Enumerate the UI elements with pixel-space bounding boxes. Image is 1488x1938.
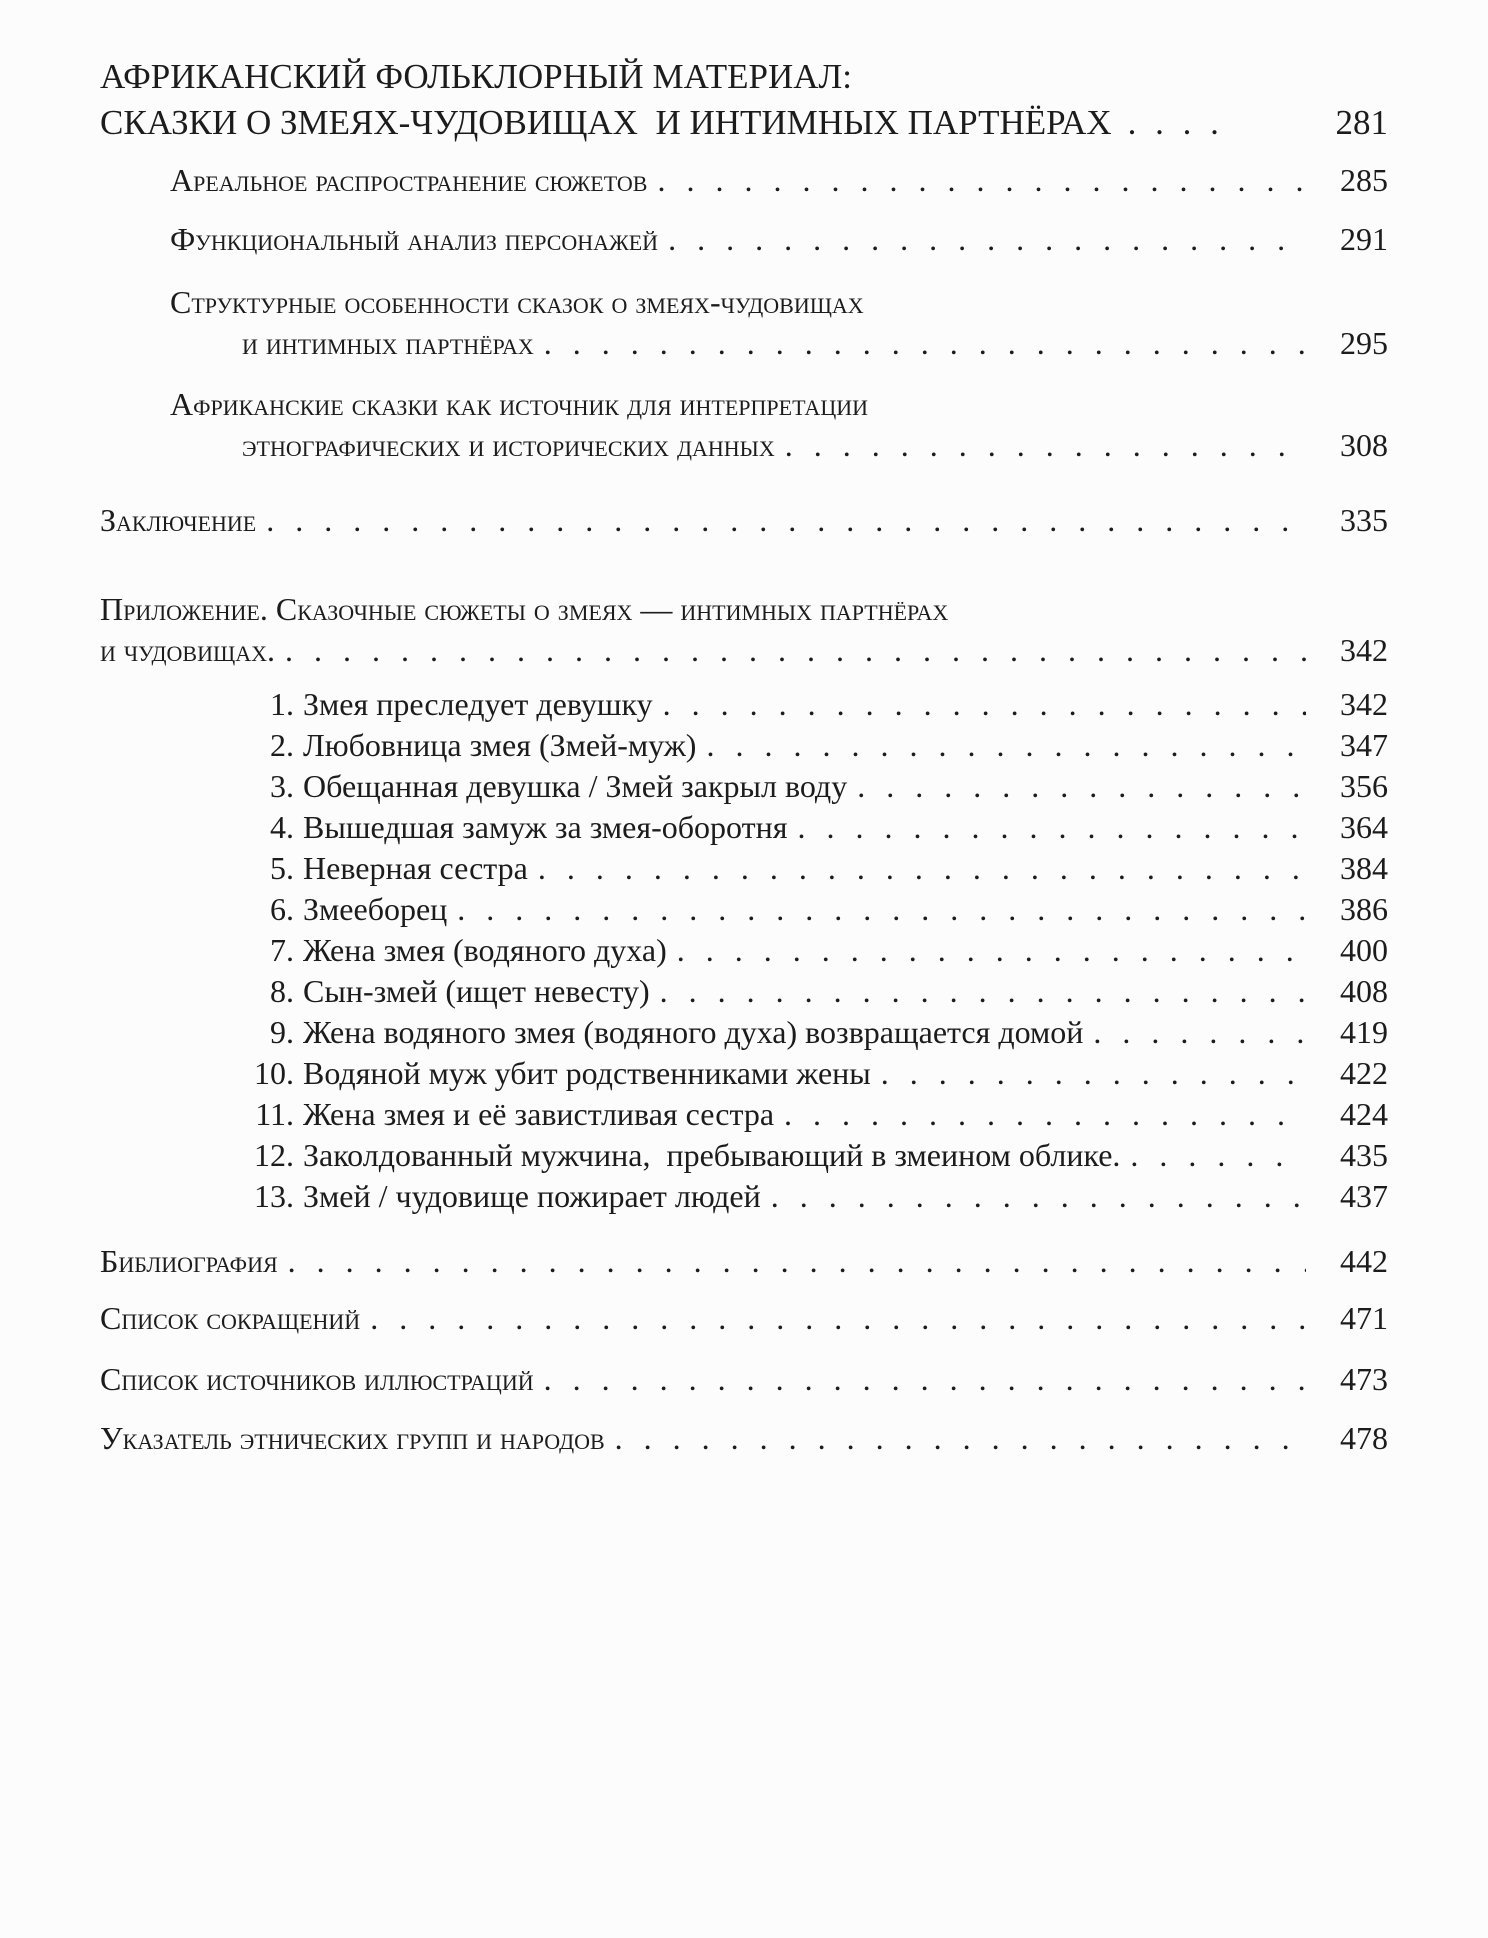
dot-leader <box>881 1053 1306 1094</box>
entry-label: Ареальное распространение сюжетов <box>170 162 648 198</box>
item-number: 1. <box>270 686 294 722</box>
entry-label: Указатель этнических групп и народов <box>100 1420 605 1456</box>
item-number: 10. <box>254 1055 294 1091</box>
chapter-title-line-2: СКАЗКИ О ЗМЕЯХ-ЧУДОВИЩАХ И ИНТИМНЫХ ПАРТНЁРАХ <box>100 103 1112 142</box>
dot-leader <box>663 684 1306 725</box>
toc-chapter-entry <box>100 54 1388 146</box>
entry-label-line2: и интимных партнёрах <box>242 325 534 361</box>
entry-label: Функциональный анализ персонажей <box>170 221 659 257</box>
toc-item-entry <box>100 1094 1388 1135</box>
dot-leader <box>677 930 1306 971</box>
page-number: 408 <box>1340 973 1388 1009</box>
page-number: 435 <box>1340 1137 1388 1173</box>
entry-label-line2: этнографических и исторических данных <box>242 427 775 463</box>
item-label: Обещанная девушка / Змей закрыл воду <box>303 768 848 804</box>
item-number: 5. <box>270 850 294 886</box>
entry-label-line1: Приложение. Сказочные сюжеты о змеях — интимных партнёрах <box>100 591 949 627</box>
toc-section-entry-twoline <box>100 282 1388 364</box>
item-label: Водяной муж убит родственниками жены <box>303 1055 871 1091</box>
item-number: 4. <box>270 809 294 845</box>
entry-continuation-row <box>100 425 1388 466</box>
dot-leader <box>784 1094 1306 1135</box>
chapter-title-line-1: АФРИКАНСКИЙ ФОЛЬКЛОРНЫЙ МАТЕРИАЛ: <box>100 57 853 96</box>
item-label: Неверная сестра <box>303 850 528 886</box>
toc-section-entry <box>100 1298 1388 1339</box>
toc-item-entry <box>100 889 1388 930</box>
entry-label-line1: Структурные особенности сказок о змеях-чудовищах <box>170 284 864 320</box>
page-number: 384 <box>1340 850 1388 886</box>
page-number: 437 <box>1340 1178 1388 1214</box>
page-number: 419 <box>1340 1014 1388 1050</box>
entry-label: Список сокращений <box>100 1300 361 1336</box>
item-label: Заколдованный мужчина, пребывающий в змеином облике. <box>303 1137 1121 1173</box>
item-number: 6. <box>270 891 294 927</box>
toc-section-entry <box>100 160 1388 201</box>
toc-section-entry <box>100 1418 1388 1459</box>
dot-leader <box>1093 1012 1306 1053</box>
item-label: Жена змея (водяного духа) <box>303 932 667 968</box>
toc-item-entry <box>100 930 1388 971</box>
item-number: 12. <box>254 1137 294 1173</box>
item-label: Змея преследует девушку <box>303 686 653 722</box>
page-number: 356 <box>1340 768 1388 804</box>
dot-leader <box>615 1418 1306 1459</box>
dot-leader <box>668 219 1306 260</box>
dot-leader <box>288 1241 1306 1282</box>
page-number: 422 <box>1340 1055 1388 1091</box>
toc-section-entry-twoline <box>100 589 1388 671</box>
chapter-title-row <box>100 100 1388 146</box>
item-label: Сын-змей (ищет невесту) <box>303 973 650 1009</box>
toc-item-entry <box>100 1053 1388 1094</box>
page-number: 442 <box>1340 1243 1388 1279</box>
item-label: Змееборец <box>303 891 448 927</box>
item-label: Любовница змея (Змей-муж) <box>303 727 697 763</box>
dot-leader <box>544 1359 1306 1400</box>
dot-leader <box>1130 1135 1306 1176</box>
dot-leader <box>660 971 1306 1012</box>
item-number: 11. <box>255 1096 294 1132</box>
dot-leader <box>771 1176 1306 1217</box>
dot-leader <box>285 630 1306 671</box>
item-label: Жена змея и её завистливая сестра <box>303 1096 775 1132</box>
page-number: 400 <box>1340 932 1388 968</box>
page-number: 347 <box>1340 727 1388 763</box>
page-number: 424 <box>1340 1096 1388 1132</box>
toc-section-entry-twoline <box>100 384 1388 466</box>
toc-section-entry <box>100 500 1388 541</box>
dot-leader <box>785 425 1306 466</box>
entry-label: Заключение <box>100 502 257 538</box>
entry-label-line1: Африканские сказки как источник для интерпретации <box>170 386 868 422</box>
toc-section-entry <box>100 1359 1388 1400</box>
toc-item-entry <box>100 766 1388 807</box>
page-number: 291 <box>1340 221 1388 257</box>
chapter-leader-dots: . . . . <box>1127 103 1224 142</box>
toc-item-entry <box>100 1012 1388 1053</box>
dot-leader <box>457 889 1306 930</box>
item-number: 3. <box>270 768 294 804</box>
page-number: 308 <box>1340 427 1388 463</box>
entry-continuation-row <box>100 630 1388 671</box>
toc-item-entry <box>100 807 1388 848</box>
dot-leader <box>266 500 1306 541</box>
item-number: 7. <box>270 932 294 968</box>
entry-label: Список источников иллюстраций <box>100 1361 534 1397</box>
dot-leader <box>370 1298 1306 1339</box>
entry-continuation-row <box>100 323 1388 364</box>
page-number: 386 <box>1340 891 1388 927</box>
dot-leader <box>857 766 1306 807</box>
toc-section-entry <box>100 1241 1388 1282</box>
item-number: 13. <box>254 1178 294 1214</box>
page-number: 285 <box>1340 162 1388 198</box>
page-number: 342 <box>1340 686 1388 722</box>
toc-section-entry <box>100 219 1388 260</box>
dot-leader <box>544 323 1306 364</box>
item-label: Вышедшая замуж за змея-оборотня <box>303 809 788 845</box>
item-label: Жена водяного змея (водяного духа) возвращается домой <box>303 1014 1084 1050</box>
page-number: 335 <box>1340 502 1388 538</box>
dot-leader <box>797 807 1306 848</box>
page-number: 295 <box>1340 325 1388 361</box>
dot-leader <box>538 848 1306 889</box>
toc-item-entry <box>100 1176 1388 1217</box>
page-number: 473 <box>1340 1361 1388 1397</box>
item-number: 2. <box>270 727 294 763</box>
page-number: 471 <box>1340 1300 1388 1336</box>
toc-item-entry <box>100 725 1388 766</box>
page-number: 281 <box>1335 103 1388 142</box>
item-number: 9. <box>270 1014 294 1050</box>
dot-leader <box>706 725 1306 766</box>
toc-item-entry <box>100 684 1388 725</box>
toc-item-entry <box>100 1135 1388 1176</box>
entry-label: Библиография <box>100 1243 278 1279</box>
dot-leader <box>657 160 1306 201</box>
toc-item-entry <box>100 848 1388 889</box>
page-number: 478 <box>1340 1420 1388 1456</box>
entry-label-line2: и чудовищах. <box>100 632 275 668</box>
page-number: 342 <box>1340 632 1388 668</box>
page-number: 364 <box>1340 809 1388 845</box>
toc-item-entry <box>100 971 1388 1012</box>
item-number: 8. <box>270 973 294 1009</box>
item-label: Змей / чудовище пожирает людей <box>303 1178 761 1214</box>
